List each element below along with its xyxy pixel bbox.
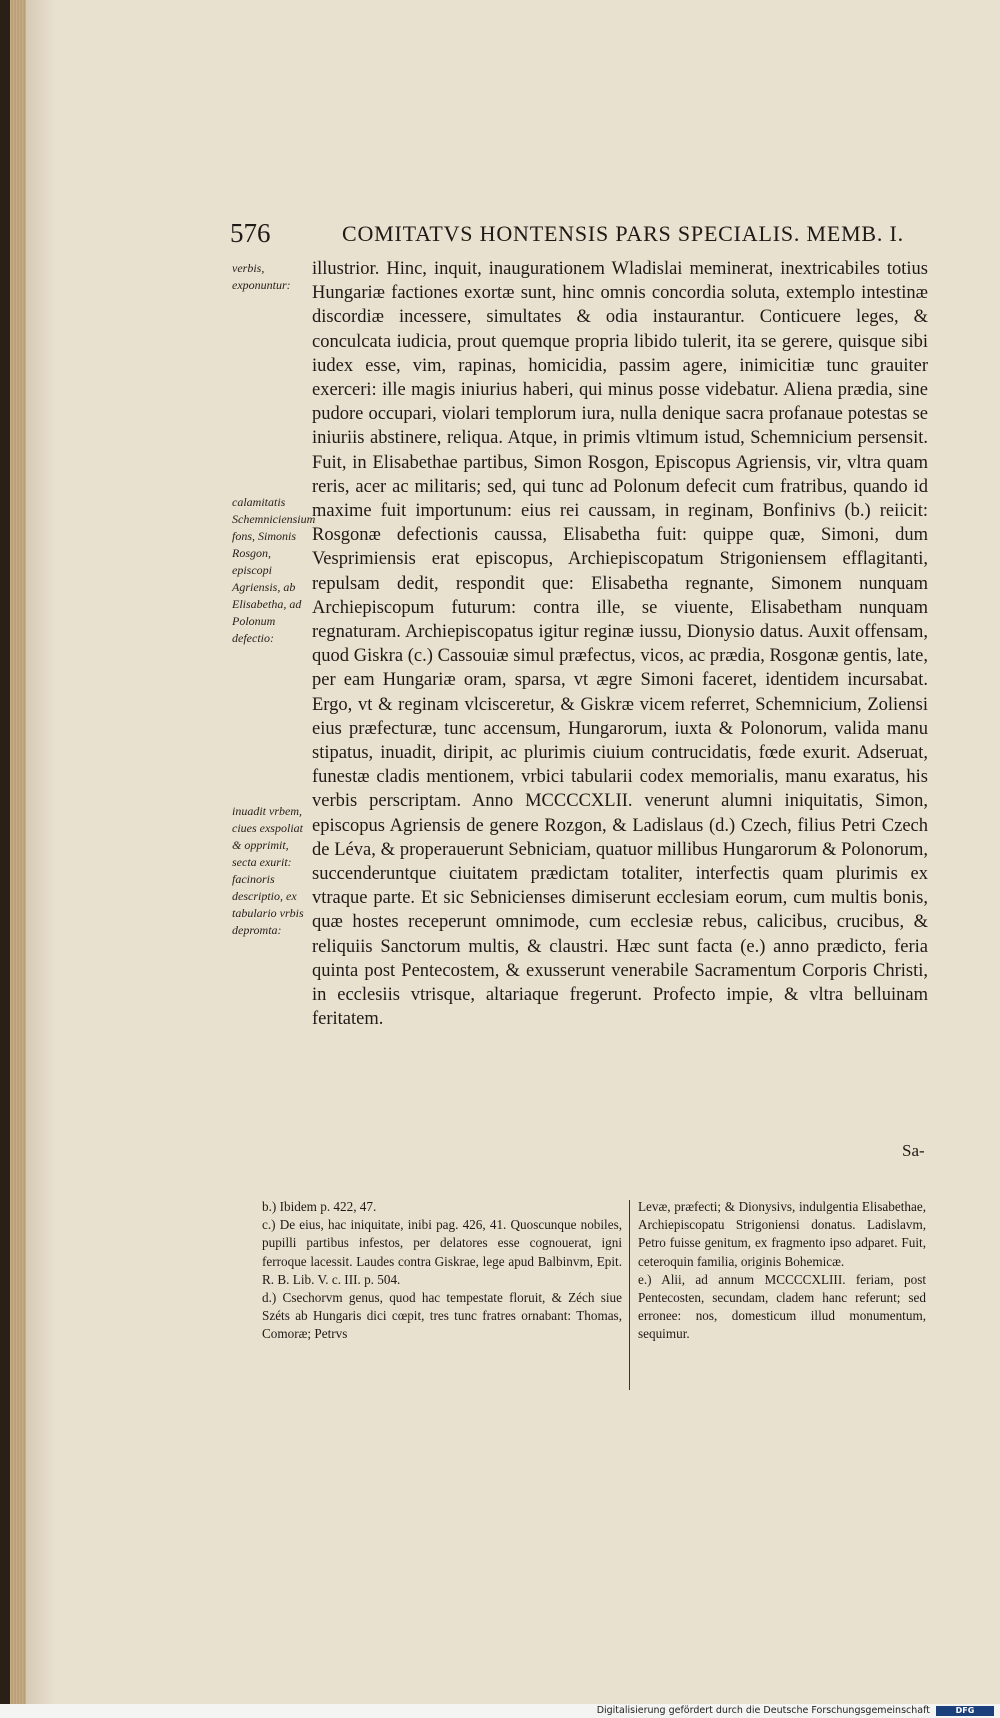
footnote-e: e.) Alii, ad annum MCCCCXLIII. feriam, post Pentecosten, secundam, cladem hanc referunt; sed erronee: nos, domesticum illud monumentum, sequimur.	[638, 1271, 926, 1342]
catchword: Sa-	[902, 1141, 925, 1160]
book-page	[26, 0, 1000, 1704]
page-stack-edges	[10, 0, 26, 1718]
book-edge-shadow	[0, 0, 10, 1718]
body-paragraph: illustrior. Hinc, inquit, inaugurationem Wladislai meminerat, inextricabiles totius Hungariæ factiones exortæ sunt, hinc omnis concordia soluta, extemplo intestinæ discordiæ incessere, simultates & odia instaurantur. Conticuere leges, & conculcata iudicia, prout quemque propria libido tulerit, ita se gerere, quisque sibi iudex esse, vim, rapinas, homicidia, passim agere, inimicitiæ tunc grauiter exerceri: ille magis iniurius haberi, qui minus posse videbatur. Aliena prædia, sine pudore occupari, violari templorum iura, nulla denique sacra profanaue potestas se iniuriis abstinere, reliqua. Atque, in primis vltimum istud, Schemnicium persensit. Fuit, in Elisabethae partibus, Simon Rosgon, Episcopus Agriensis, vir, vltra quam reris, acer ac militaris; sed, qui tunc ad Polonum defecit cum fratribus, quando id maxime fuit importunum: eius rei caussam, in reginam, Bonfinivs (b.) reiicit: Rosgonæ defectionis caussa, Elisabetha fuit: quippe quæ, Simoni, dum Vesprimiensis erat episcopus, Archiepiscopatum Strigoniensem efflagitanti, repulsam dedit, respondit que: Elisabetha regnante, Simonem nunquam Archiepiscopum futurum: contra ille, se viuente, Elisabetham nunquam regnaturam. Archiepiscopatus igitur reginæ iussu, Dionysio datus. Auxit offensam, quod Giskra (c.) Cassouiæ simul præfectus, vicos, ac prædia, Rosgonæ gentis, late, per eam Hungariæ oram, sparsa, vt ægre Simoni faceret, identidem incursabat. Ergo, vt & reginam vlcisceretur, & Giskræ vicem referret, Schemnicium, Zoliensi eius præfecturæ, tunc accensum, Hungarorum, iuxta & Polonorum, valida manu stipatus, inuadit, diripit, ac plurimis ciuium contrucidatis, fœde exurit. Adseruat, funestæ cladis mentionem, vrbici tabularii codex memorialis, manu exaratus, his verbis perscriptam. Anno MCCCCXLII. venerunt alumni iniquitatis, Simon, episcopus Agriensis de genere Rozgon, & Ladislaus (d.) Czech, filius Petri Czech de Léva, & properauerunt Sebniciam, quatuor millibus Hungarorum & Polonorum, succenderuntque ciuitatem prædictam totaliter, interfectis quam plurimis ex vtraque parte. Et sic Sebnicienses dimiserunt ecclesiam eorum, cum multis bonis, quæ hostes receperunt omnimode, cum ecclesiæ rebus, calicibus, crucibus, & reliquiis Sanctorum multis, & claustri. Hæc sunt facta (e.) anno prædicto, feria quinta post Pentecostem, & exusserunt venerabile Sacramentum Corporis Christi, in ecclesiis vtrisque, altariaque fregerunt. Profecto impie, & vltra belluinam feritatem.	[312, 259, 928, 1030]
margin-note-verbis: verbis, exponuntur:	[232, 261, 291, 292]
footnotes	[262, 1198, 926, 1378]
page-header	[230, 218, 910, 258]
footnote-d: d.) Csechorvm genus, quod hac tempestate floruit, & Zéch siue Széts ab Hungaris dici cœpit, tres tunc fratres ornabant: Thomas, Comoræ; Petrvs	[262, 1290, 622, 1342]
footnote-d-continued: Levæ, præfecti; & Dionysivs, indulgentia Elisabethae, Archiepiscopatu Strigoniensi donatus. Ladislavm, Petro fuisse genitum, ex fragmento ipso adparet. Fuit, ceteroquin familia, originis Bohemicæ.	[638, 1199, 926, 1269]
footnote-b: b.) Ibidem p. 422, 47.	[262, 1199, 377, 1214]
margin-note-inuadit: inuadit vrbem, ciues exspoliat & opprimit, secta exurit: facinoris descriptio, ex tabulario vrbis depromta:	[232, 804, 304, 937]
footnotes-right-column	[638, 1198, 926, 1344]
main-text	[312, 257, 928, 1032]
digitization-footer	[0, 1704, 1000, 1718]
footnote-divider	[629, 1200, 630, 1390]
page-number: 576	[230, 218, 271, 248]
dfg-logo-icon: DFG	[936, 1706, 994, 1716]
footer-credit: Digitalisierung gefördert durch die Deutsche Forschungsgemeinschaft	[596, 1705, 930, 1716]
footnotes-left-column	[262, 1198, 622, 1344]
running-head: COMITATVS HONTENSIS PARS SPECIALIS. MEMB. I.	[342, 221, 904, 246]
footnote-c: c.) De eius, hac iniquitate, inibi pag. 426, 41. Quoscunque nobiles, pupilli partibus infestos, per delatores esse cognouerat, igni ferroque lacessit. Laudes contra Giskrae, lege apud Balbinvm, Epit. R. B. Lib. V. c. III. p. 504.	[262, 1217, 622, 1287]
margin-note-calamitatis: calamitatis Schemniciensium fons, Simonis Rosgon, episcopi Agriensis, ab Elisabetha, ad Polonum defectio:	[232, 495, 316, 645]
